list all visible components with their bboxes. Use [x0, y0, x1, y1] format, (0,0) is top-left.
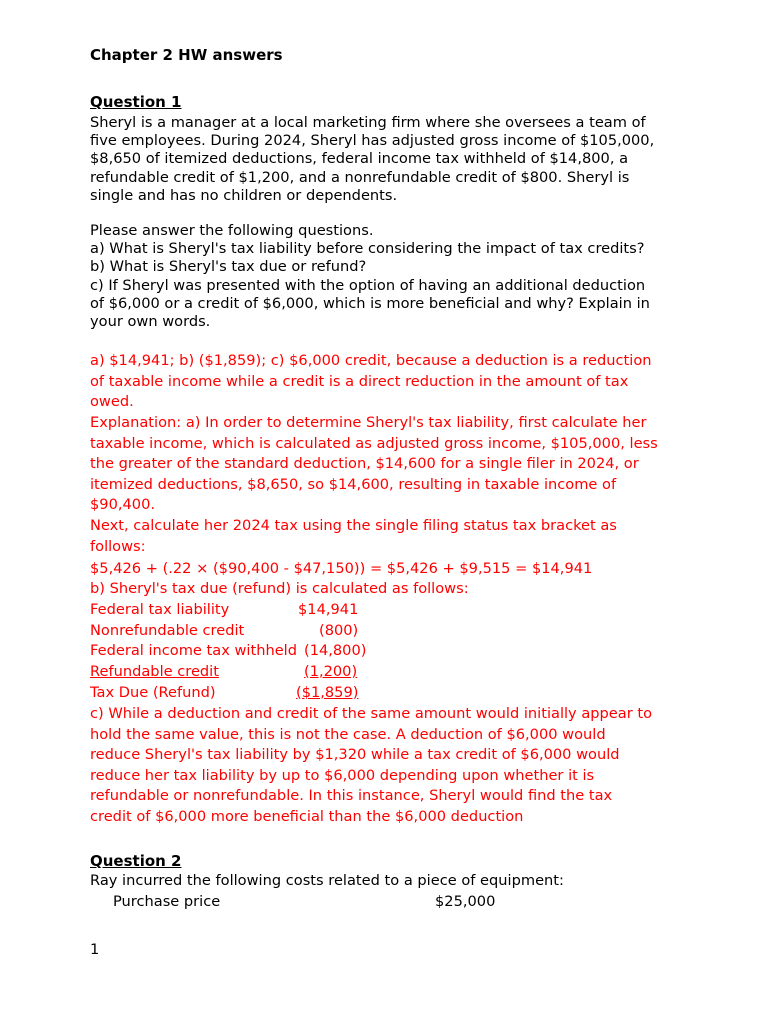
- cost-item-label: Purchase price: [113, 893, 221, 910]
- tax-formula: $5,426 + (.22 × ($90,400 - $47,150)) = $5,426 + $9,515 = $14,941: [90, 560, 593, 577]
- tax-table-value: (1,200): [304, 663, 358, 680]
- question-1-subquestions: Please answer the following questions. a) What is Sheryl's tax liability before considering the impact of tax credits? b) What is Sheryl's tax due or refund? c) If Sheryl was presented with the option of having an additional deduction of $6,000 or a credit of $6,000, which is more beneficial and why? Explain in your own words.: [90, 222, 650, 331]
- tax-table-row: [90, 621, 390, 642]
- question-1-heading: Question 1: [90, 93, 182, 111]
- tax-table-row: [90, 683, 390, 704]
- tax-table-label: Nonrefundable credit: [90, 622, 245, 639]
- tax-table-label: Federal income tax withheld: [90, 642, 297, 659]
- tax-table-row: [90, 662, 390, 683]
- tax-table-value: (800): [319, 622, 359, 639]
- page-number: 1: [90, 941, 100, 958]
- tax-table-row: [90, 641, 390, 662]
- document-title: Chapter 2 HW answers: [90, 46, 283, 64]
- question-2-intro: Ray incurred the following costs related to a piece of equipment:: [90, 872, 564, 889]
- question-1-prompt: Sheryl is a manager at a local marketing firm where she oversees a team of five employees. During 2024, Sheryl has adjusted gross income of $105,000, $8,650 of itemized deductions, federal income tax withheld of $14,800, a refundable credit of $1,200, and a nonrefundable credit of $800. Sheryl is single and has no children or dependents.: [90, 114, 655, 204]
- cost-item-value: $25,000: [435, 893, 496, 910]
- tax-table-row: [90, 600, 390, 621]
- tax-table-value: (14,800): [304, 642, 367, 659]
- question-2-heading: Question 2: [90, 852, 182, 870]
- tax-table-label: Refundable credit: [90, 663, 219, 680]
- question-1-explanation-a: Explanation: a) In order to determine Sheryl's tax liability, first calculate her taxable income, which is calculated as adjusted gross income, $105,000, less the greater of the standard deduction, $14,600 for a single filer in 2024, or itemized deductions, $8,650, so $14,600, resulting in taxable income of $90,400. Next, calculate her 2024 tax using the single filing status tax bracket as follows:: [90, 414, 658, 555]
- tax-table-label: Federal tax liability: [90, 601, 230, 618]
- tax-table-label: Tax Due (Refund): [90, 684, 216, 701]
- explanation-b-intro: b) Sheryl's tax due (refund) is calculated as follows:: [90, 580, 469, 597]
- tax-table-value: ($1,859): [296, 684, 359, 701]
- question-1-answer-summary: a) $14,941; b) ($1,859); c) $6,000 credit, because a deduction is a reduction of taxable income while a credit is a direct reduction in the amount of tax owed.: [90, 352, 652, 411]
- tax-table-value: $14,941: [298, 601, 359, 618]
- question-1-explanation-c: c) While a deduction and credit of the same amount would initially appear to hold the same value, this is not the case. A deduction of $6,000 would reduce Sheryl's tax liability by $1,320 while a tax credit of $6,000 would reduce her tax liability by up to $6,000 depending upon whether it is refundable or nonrefundable. In this instance, Sheryl would find the tax credit of $6,000 more beneficial than the $6,000 deduction: [90, 705, 653, 825]
